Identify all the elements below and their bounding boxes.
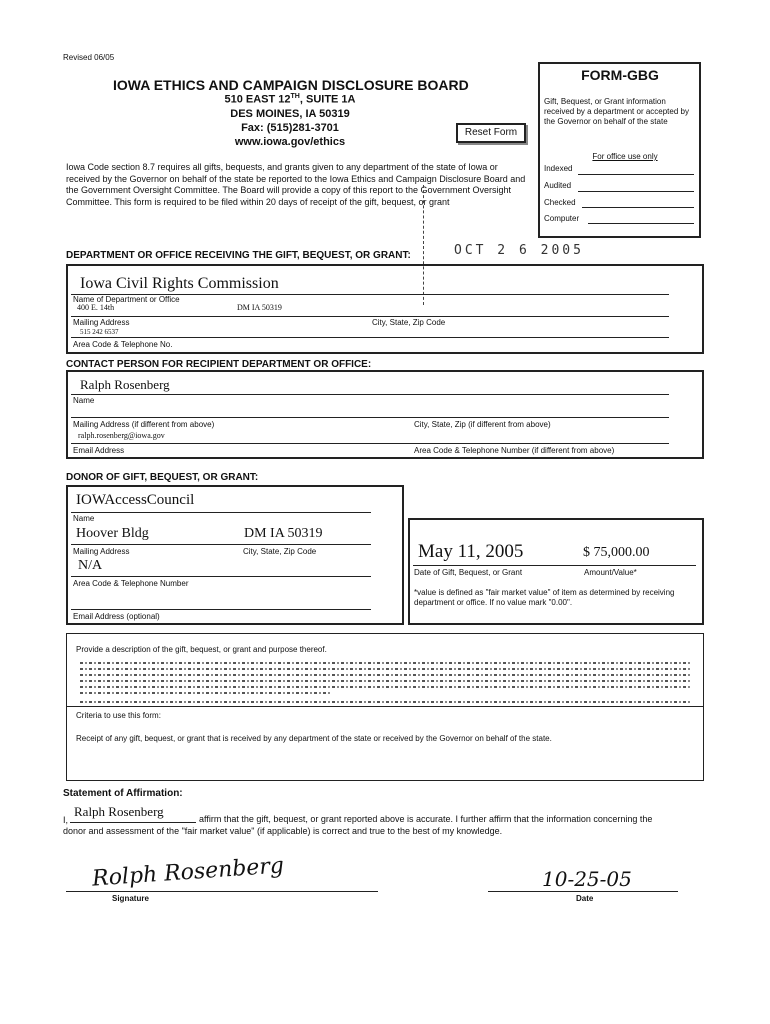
board-address-1	[180, 93, 400, 106]
dept-address-value[interactable]: 400 E. 14th	[77, 303, 115, 312]
signature-date-value[interactable]: 10-25-05	[542, 867, 632, 891]
description-text-line	[80, 680, 690, 682]
gift-date-value[interactable]: May 11, 2005	[418, 541, 524, 562]
affirmation-line-2: donor and assessment of the "fair market value" (if applicable) is correct and true to the best of my knowledge.	[63, 826, 503, 836]
criteria-label: Criteria to use this form:	[76, 711, 161, 720]
board-website: www.iowa.gov/ethics	[234, 136, 346, 148]
contact-name-value[interactable]: Ralph Rosenberg	[80, 377, 170, 392]
description-text-line	[80, 701, 690, 703]
form-id-box	[538, 62, 701, 238]
office-field-audited: Audited	[544, 181, 572, 190]
dept-city-value[interactable]: DM IA 50319	[237, 303, 282, 312]
dept-heading: DEPARTMENT OR OFFICE RECEIVING THE GIFT, BEQUEST, OR GRANT:	[66, 250, 411, 261]
donor-email-label: Email Address (optional)	[73, 612, 160, 621]
donor-address-value[interactable]: Hoover Bldg	[76, 526, 149, 541]
address-line-1: 510 EAST 12	[224, 93, 291, 106]
form-description: Gift, Bequest, or Grant information received by a department or accepted by the Governor on behalf of the state	[544, 97, 689, 126]
revised-date: Revised 06/05	[63, 53, 115, 62]
gift-date-label: Date of Gift, Bequest, or Grant	[414, 568, 523, 577]
donor-city-label: City, State, Zip Code	[243, 547, 317, 556]
contact-email-value[interactable]: ralph.rosenberg@iowa.gov	[78, 431, 165, 440]
donor-name-value[interactable]: IOWAccessCouncil	[76, 492, 195, 508]
affirmation-prefix: I,	[63, 815, 69, 825]
gift-value-note: *value is defined as "fair market value" of item as determined by receiving department or office. If no value mark "0.00".	[414, 588, 675, 607]
description-label: Provide a description of the gift, bequest, or grant and purpose thereof.	[76, 645, 327, 654]
dept-name-value[interactable]: Iowa Civil Rights Commission	[80, 275, 279, 292]
contact-address-label: Mailing Address (if different from above)	[73, 420, 215, 429]
gift-amount-label: Amount/Value*	[584, 568, 637, 577]
affirmation-name-value[interactable]: Ralph Rosenberg	[74, 804, 164, 819]
signature-label: Signature	[112, 894, 149, 903]
description-text-line	[80, 692, 330, 694]
donor-name-label: Name	[73, 514, 95, 523]
reset-form-button[interactable]: Reset Form	[456, 123, 526, 143]
office-field-checked: Checked	[544, 198, 576, 207]
contact-name-label: Name	[73, 396, 95, 405]
affirmation-heading: Statement of Affirmation:	[63, 788, 183, 799]
dept-phone-value[interactable]: 515 242 6537	[80, 328, 119, 336]
affirmation-line-1: affirm that the gift, bequest, or grant reported above is accurate. I further affirm that the information concerning the	[199, 814, 653, 824]
contact-email-label: Email Address	[73, 446, 125, 455]
dept-phone-label: Area Code & Telephone No.	[73, 340, 173, 349]
board-title: IOWA ETHICS AND CAMPAIGN DISCLOSURE BOARD	[113, 77, 469, 93]
donor-phone-value[interactable]: N/A	[78, 558, 103, 573]
description-box	[66, 633, 704, 781]
signature-date-label: Date	[576, 894, 594, 903]
board-address-2: DES MOINES, IA 50319	[230, 108, 350, 120]
criteria-text: Receipt of any gift, bequest, or grant that is received by any department of the state or received by the Governor on behalf of the state.	[76, 734, 552, 743]
dept-name-label: Name of Department or Office	[73, 295, 180, 304]
contact-heading: CONTACT PERSON FOR RECIPIENT DEPARTMENT OR OFFICE:	[66, 359, 372, 370]
description-text-line	[80, 668, 690, 670]
dept-address-label: Mailing Address	[73, 318, 130, 327]
office-use-label: For office use only	[592, 152, 658, 161]
form-id: FORM-GBG	[581, 67, 659, 83]
received-stamp-date: OCT 2 6 2005	[454, 243, 584, 258]
donor-city-value[interactable]: DM IA 50319	[244, 526, 323, 541]
description-text-line	[80, 674, 690, 676]
dept-city-label: City, State, Zip Code	[372, 318, 446, 327]
description-text-line	[80, 686, 690, 688]
donor-address-label: Mailing Address	[73, 547, 130, 556]
donor-phone-label: Area Code & Telephone Number	[73, 579, 189, 588]
intro-paragraph: Iowa Code section 8.7 requires all gifts, bequests, and grants given to any department of the state of Iowa or received by the Governor on behalf of the state be reported to the Iowa Ethics and Campaign Disclosure Board and the Government Oversight Committee. The Board will provide a copy of this report to the Government Oversight Committee. This form is required to be filed within 20 days of receipt of the gift, bequest, or grant	[66, 162, 526, 207]
address-superscript: TH	[290, 93, 300, 100]
contact-phone-label: Area Code & Telephone Number (if different from above)	[414, 446, 615, 455]
address-suite: , SUITE 1A	[299, 93, 356, 106]
board-fax: Fax: (515)281-3701	[241, 122, 339, 134]
office-field-computer: Computer	[544, 214, 580, 223]
gift-amount-value[interactable]: $ 75,000.00	[583, 545, 650, 560]
description-text-line	[80, 662, 690, 664]
contact-city-label: City, State, Zip (if different from above)	[414, 420, 551, 429]
donor-heading: DONOR OF GIFT, BEQUEST, OR GRANT:	[66, 472, 259, 483]
signature-value[interactable]: Rolph Rosenberg	[91, 853, 285, 892]
office-field-indexed: Indexed	[544, 164, 573, 173]
